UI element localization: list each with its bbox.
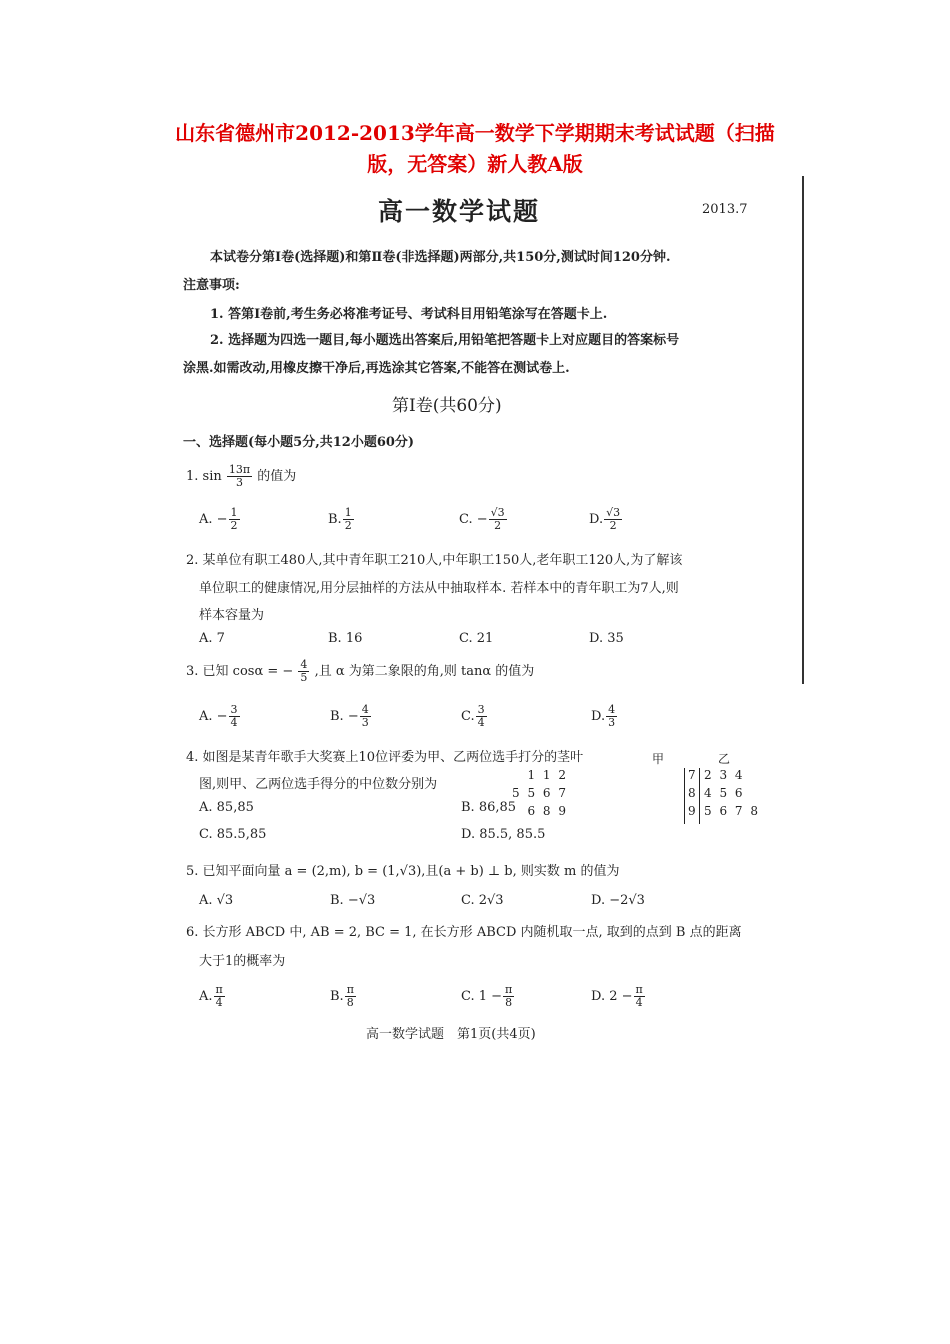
- q6-d-fraction: [634, 984, 645, 1009]
- stem-right-leaves: 2 3 4: [704, 768, 745, 782]
- q1-b-num: 1: [344, 506, 352, 519]
- q5-option-d: D. −2√3: [591, 893, 645, 908]
- question-1: [186, 464, 296, 489]
- note-2b: 涂黑.如需改动,用橡皮擦干净后,再选涂其它答案,不能答在测试卷上.: [183, 361, 570, 376]
- q2-option-d: D. 35: [589, 631, 624, 646]
- document-heading-line2: 版，无答案）新人教A版: [367, 152, 583, 176]
- q5-option-a: A. √3: [199, 893, 234, 908]
- q3-c-label: C.: [461, 709, 475, 724]
- stem-divider-left: [684, 768, 685, 824]
- part1-heading: 第Ⅰ卷(共60分): [392, 396, 502, 416]
- q3-prefix: 3. 已知 cosα = −: [186, 664, 294, 679]
- q3-b-num: 4: [361, 703, 369, 716]
- stem-left-leaves: 6 8 9: [527, 804, 568, 818]
- stem-divider-right: [699, 768, 700, 824]
- q3-a-den: 4: [230, 716, 238, 729]
- exam-date: 2013.7: [702, 202, 748, 217]
- q6-c-label: C. 1 −: [461, 989, 503, 1004]
- q3-b-fraction: [360, 704, 371, 729]
- q6-a-label: A.: [199, 989, 213, 1004]
- q1-d-label: D.: [589, 512, 604, 527]
- q6-option-b: [330, 984, 357, 1009]
- q6-c-den: 8: [505, 996, 513, 1009]
- q1-c-num: √3: [490, 506, 505, 519]
- q1-suffix: 的值为: [257, 469, 297, 484]
- q6-option-c: [461, 984, 515, 1009]
- q1-d-den: 2: [609, 519, 617, 532]
- q6-b-num: π: [346, 983, 354, 996]
- q6-a-fraction: [214, 984, 225, 1009]
- q1-option-a: [199, 507, 241, 532]
- stem-right-leaves: 4 5 6: [704, 786, 745, 800]
- q3-option-a: [199, 704, 241, 729]
- q6-b-fraction: [345, 984, 356, 1009]
- q1-b-label: B.: [328, 512, 342, 527]
- q6-b-den: 8: [346, 996, 354, 1009]
- section1-heading: 一、选择题(每小题5分,共12小题60分): [183, 435, 415, 450]
- q1-option-d: [589, 507, 623, 532]
- stem-header-jia: 甲: [652, 752, 665, 766]
- question-3: [186, 659, 534, 684]
- q2-line-1: 2. 某单位有职工480人,其中青年职工210人,中年职工150人,老年职工120人,为了解该: [186, 553, 683, 568]
- q1-d-fraction: [604, 507, 622, 532]
- q6-a-num: π: [215, 983, 223, 996]
- q6-c-fraction: [503, 984, 514, 1009]
- stem-left-leaves: 1 1 2: [527, 768, 568, 782]
- q3-c-den: 4: [477, 716, 485, 729]
- q6-d-den: 4: [635, 996, 643, 1009]
- q4-option-a: A. 85,85: [199, 800, 254, 815]
- q1-c-fraction: [489, 507, 507, 532]
- q4-option-c: C. 85.5,85: [199, 827, 267, 842]
- q1-b-den: 2: [344, 519, 352, 532]
- note-2a: 2. 选择题为四选一题目,每小题选出答案后,用铅笔把答题卡上对应题目的答案标号: [210, 333, 680, 348]
- q1-a-num: 1: [230, 506, 238, 519]
- q2-option-c: C. 21: [459, 631, 494, 646]
- q1-option-b: [328, 507, 355, 532]
- stem-right-leaves: 5 6 7 8: [704, 804, 760, 818]
- q3-d-fraction: [606, 704, 617, 729]
- q3-d-num: 4: [608, 703, 616, 716]
- q2-option-a: A. 7: [199, 631, 225, 646]
- q3-a-fraction: [229, 704, 240, 729]
- stem-value: 9: [688, 804, 698, 818]
- q2-line-2: 单位职工的健康情况,用分层抽样的方法从中抽取样本. 若样本中的青年职工为7人,则: [199, 581, 679, 596]
- q1-num: 13π: [228, 463, 251, 476]
- q1-a-den: 2: [230, 519, 238, 532]
- q5-line-1: 5. 已知平面向量 a = (2,m), b = (1,√3),且(a + b) ⊥ b, 则实数 m 的值为: [186, 864, 620, 879]
- stem-value: 8: [688, 786, 698, 800]
- q3-d-label: D.: [591, 709, 606, 724]
- notes-title: 注意事项:: [183, 278, 240, 293]
- stem-left-leaves: 5 5 6 7: [512, 786, 568, 800]
- q3-option-d: [591, 704, 618, 729]
- q3-num: 4: [300, 658, 308, 671]
- q2-option-b: B. 16: [328, 631, 363, 646]
- q1-den: 3: [236, 476, 243, 489]
- q3-suffix: ,且 α 为第二象限的角,则 tanα 的值为: [314, 664, 535, 679]
- q5-option-c: C. 2√3: [461, 893, 504, 908]
- q6-option-d: [591, 984, 646, 1009]
- q2-line-3: 样本容量为: [199, 608, 265, 623]
- q3-b-label: B. −: [330, 709, 359, 724]
- stem-header-yi: 乙: [718, 752, 731, 766]
- q6-d-label: D. 2 −: [591, 989, 633, 1004]
- scan-edge-line: [802, 176, 804, 684]
- q6-option-a: [199, 984, 226, 1009]
- document-heading: [100, 118, 850, 180]
- q3-a-label: A. −: [199, 709, 228, 724]
- q3-fraction: [298, 659, 309, 684]
- q6-line-2: 大于1的概率为: [199, 954, 286, 969]
- q3-a-num: 3: [230, 703, 238, 716]
- document-heading-line1: 山东省德州市2012-2013学年高一数学下学期期末考试试题（扫描: [175, 121, 775, 145]
- q4-option-b: B. 86,85: [461, 800, 517, 815]
- q1-a-fraction: [229, 507, 240, 532]
- q6-a-den: 4: [215, 996, 223, 1009]
- q1-b-fraction: [343, 507, 354, 532]
- q4-line-2: 图,则甲、乙两位选手得分的中位数分别为: [199, 777, 438, 792]
- q3-option-b: [330, 704, 372, 729]
- q3-option-c: [461, 704, 488, 729]
- q5-option-b: B. −√3: [330, 893, 376, 908]
- q3-den: 5: [300, 671, 308, 684]
- q6-line-1: 6. 长方形 ABCD 中, AB = 2, BC = 1, 在长方形 ABCD 内随机取一点, 取到的点到 B 点的距离: [186, 925, 742, 940]
- page-footer: 高一数学试题 第1页(共4页): [366, 1027, 536, 1042]
- q3-c-num: 3: [477, 703, 485, 716]
- q1-d-num: √3: [606, 506, 621, 519]
- q4-line-1: 4. 如图是某青年歌手大奖赛上10位评委为甲、乙两位选手打分的茎叶: [186, 750, 584, 765]
- q1-c-label: C. −: [459, 512, 488, 527]
- q1-c-den: 2: [494, 519, 502, 532]
- q3-c-fraction: [476, 704, 487, 729]
- q6-b-label: B.: [330, 989, 344, 1004]
- q1-a-label: A. −: [199, 512, 228, 527]
- stem-value: 7: [688, 768, 698, 782]
- q1-fraction: [227, 464, 252, 489]
- q1-option-c: [459, 507, 508, 532]
- q6-d-num: π: [635, 983, 643, 996]
- q3-d-den: 3: [608, 716, 616, 729]
- q6-c-num: π: [505, 983, 513, 996]
- q3-b-den: 3: [361, 716, 369, 729]
- q1-prefix: 1. sin: [186, 469, 222, 484]
- note-1: 1. 答第Ⅰ卷前,考生务必将准考证号、考试科目用铅笔涂写在答题卡上.: [210, 307, 608, 322]
- exam-title: 高一数学试题: [378, 197, 541, 226]
- exam-intro: 本试卷分第Ⅰ卷(选择题)和第Ⅱ卷(非选择题)两部分,共150分,测试时间120分钟.: [210, 250, 671, 265]
- q4-option-d: D. 85.5, 85.5: [461, 827, 546, 842]
